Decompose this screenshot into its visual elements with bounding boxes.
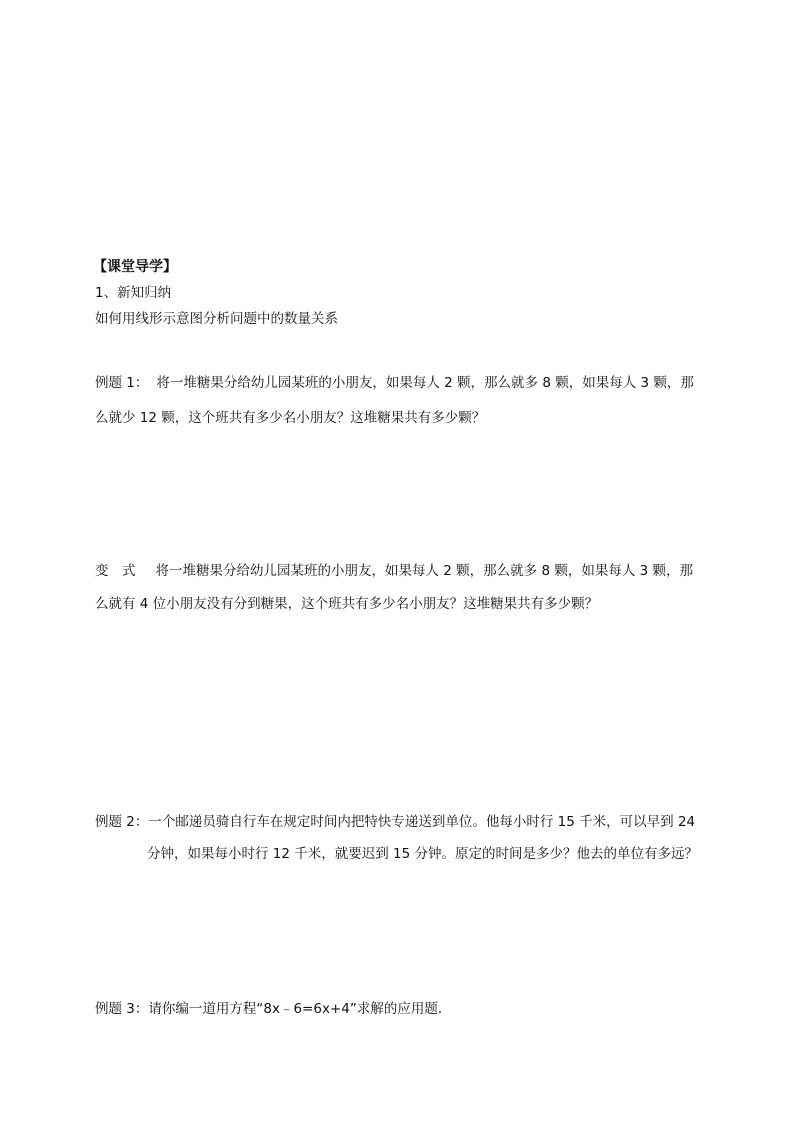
example-2-label: 例题 2： <box>95 814 149 830</box>
example-1-text-1: 将一堆糖果分给幼儿园某班的小朋友，如果每人 2 颗，那么就多 8 颗，如果每人 3 颗，那 <box>156 375 694 391</box>
variation-text-1: 将一堆糖果分给幼儿园某班的小朋友，如果每人 2 颗，那么就多 8 颗，如果每人 3 颗，那 <box>155 563 694 579</box>
sub-heading: 1、新知归纳 <box>95 285 172 301</box>
variation-label: 变 式 <box>95 563 136 579</box>
example-2-line-1 <box>95 813 695 831</box>
example-1-line-1 <box>95 374 694 392</box>
section-heading: 【课堂导学】 <box>93 259 177 275</box>
example-3-label: 例题 3： <box>95 1001 149 1017</box>
example-3-text-1: 请你编一道用方程“8x﹣6=6x+4”求解的应用题. <box>148 1001 443 1017</box>
example-2-line-2: 分钟，如果每小时行 12 千米，就要迟到 15 分钟。原定的时间是多少？他去的单位有多远？ <box>147 846 699 862</box>
variation-line-2: 么就有 4 位小朋友没有分到糖果，这个班共有多少名小朋友？这堆糖果共有多少颗？ <box>95 596 599 612</box>
example-1-line-2: 么就少 12 颗，这个班共有多少名小朋友？这堆糖果共有多少颗？ <box>95 410 486 426</box>
example-1-label: 例题 1： <box>95 375 149 391</box>
variation-line-1 <box>95 562 693 580</box>
section-intro: 如何用线形示意图分析问题中的数量关系 <box>95 311 338 327</box>
example-2-text-1: 一个邮递员骑自行车在规定时间内把特快专递送到单位。他每小时行 15 千米，可以早到 24 <box>148 814 696 830</box>
example-3-line-1 <box>95 1000 442 1018</box>
